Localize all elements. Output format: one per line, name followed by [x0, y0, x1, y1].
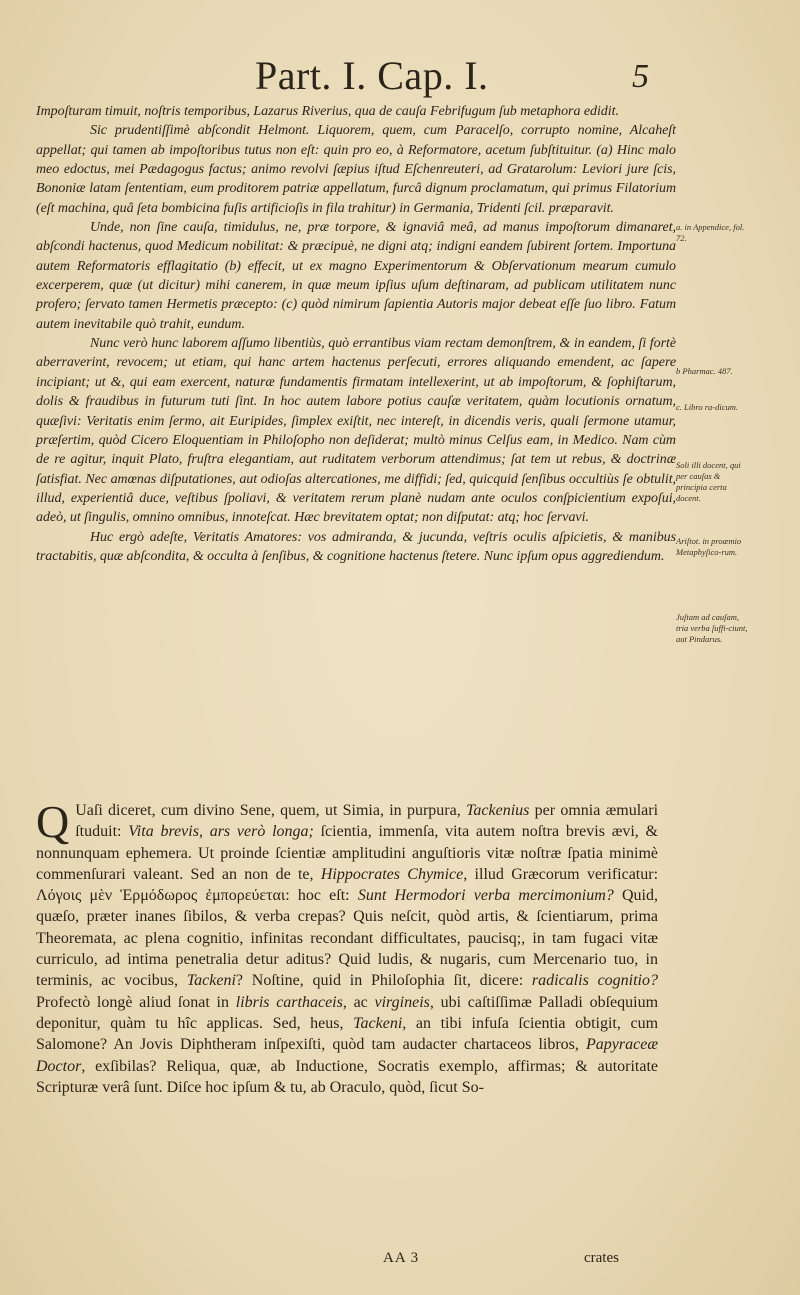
- text-run: , ac: [342, 993, 375, 1011]
- page-number: 5: [632, 58, 649, 95]
- italic-preface: [36, 102, 676, 566]
- drop-cap: Q: [36, 796, 70, 847]
- preface-paragraph: Impoſturam timuit, noſtris temporibus, Lazarus Riverius, qua de cauſa Febrifugum ſub metaphora edidit.: [36, 104, 619, 119]
- text-run: Tackenius: [465, 802, 530, 819]
- text-run: ? Noſtine, quid in Philoſophia ſit, dicere:: [235, 972, 532, 990]
- text-run: per omnia æmulari ſtuduit:: [75, 802, 659, 841]
- text-run: , ubi caſtiſſimæ Palladi obſequium deponitur, quàm tu hîc applicas. Sed, heus,: [36, 993, 659, 1032]
- catchword: crates: [584, 1250, 619, 1266]
- text-run: radicalis cognitio?: [531, 972, 659, 990]
- preface-paragraph: Sic prudentiſſimè abſcondit Helmont. Liquorem, quem, cum Paracelſo, corrupto nomine, Alcaheſt appellat; qui tamen ab impoſtoribus tutus non eſt: quin pro eo, à Reformatore, acetum ſubſtituitur. (a) Hinc malo meo edoctus, mei Pædagogus factus; animo revolvi ſæpius iſtud Eſchenreuteri, ad Gratarolum: Leviori jure ſcis, Bononiæ latam ſententiam, eum proditorem patriæ appellatum, furcâ dignum proclamatum, qui primus Filatorium (eſt machina, quâ ſeta bombicina fuſis artificioſis in fila trahitur) in Germania, Tridenti ſcil. præparavit.: [36, 123, 676, 216]
- running-head: Part. I. Cap. I.: [255, 53, 489, 98]
- page-header: [0, 52, 800, 102]
- margin-note: b Pharmac. 487.: [676, 366, 733, 376]
- main-paragraph: [36, 796, 659, 1098]
- margin-note: c. Libro ra-dicum.: [676, 402, 739, 412]
- text-run: , exſibilas? Reliqua, quæ, ab Inductione, Socratis exemplo, affirmas; & autoritate Scripturæ verâ ſunt. Diſce hoc ipſum & tu, ab Oraculo, quòd, ſicut So-: [36, 1057, 658, 1096]
- margin-note: Soli illi docent, qui per cauſas & principia certa docent.: [676, 460, 741, 503]
- preface-paragraph: Huc ergò adeſte, Veritatis Amatores: vos admiranda, & jucunda, veſtris oculis aſpicietis, & manibus tractabitis, quæ abſcondita, & occulta à ſenſibus, & cognitione hactenus ſtetere. Nunc ipſum opus aggrediendum.: [36, 529, 676, 564]
- signature-mark: AA 3: [383, 1250, 420, 1266]
- text-run: Quid, quæſo, præter inanes ſibilos, & verba crepas? Quis neſcit, quòd artis, & ſcientiarum, prima Theoremata, ac plena cognitio, infinitas recondant difficultates, paucisq;, in tam fugaci vitæ curriculo, ad intima penetralia detur aditus? Quid ludis, & nugaris, cum Mercenario tuo, in terminis, ac vocibus,: [36, 887, 658, 990]
- text-run: Tackeni: [186, 972, 236, 990]
- margin-note: a. in Appendice, fol. 72.: [676, 222, 745, 243]
- text-run: Papyraceæ Doctor: [36, 1036, 658, 1075]
- main-text-block: [36, 796, 659, 1098]
- margin-note: Juſtam ad cauſam, tria verba ſuffi-ciunt, aut Pindarus.: [676, 612, 748, 644]
- text-run: Profectò longè aliud ſonat in: [36, 993, 236, 1011]
- preface-paragraph: Nunc verò hunc laborem aſſumo libentiùs, quò errantibus viam rectam demonſtrem, & in eandem, ſi fortè aberraverint, revocem; ut etiam, qui hanc artem hactenus perſecuti, errores aliquando emendent, ac ſapere incipiant; ut &, qui eam exercent, naturæ fundamentis firmatam intellexerint, ut ab impoſtorum, & ſophiſtarum, dolis & fraudibus in futurum tuti ſint. In hoc autem labore potius cauſæ veritatem, quàm locutionis ornatum, quæſivi: Veritatis enim ſermo, ait Euripides, ſimplex exiſtit, nec intereſt, in dicendis veris, quali ſermone utamur, præſertim, quòd Cicero Eloquentiam in Philoſopho non deſiderat; multò minus Celſus eam, in Medico. Nam cùm de re agitur, inquit Plato, fruſtra elegantiam, aut ruditatem verborum attendimus; ſat tem ut rebus, & doctrinæ ſatisfiat. Nec amœnas diſputationes, aut odioſas altercationes, me diffidi; ſed, quicquid ſenſibus occultiùs ſe obtulit, illud, experientiâ duce, veſtibus ſpoliavi, & veritatem rerum planè nudam ante oculos conſpicientium expoſui, adeò, ut ſingulis, omnino omnibus, innoteſcat. Hæc brevitatem optat; non diſputat: atq; hoc ſervavi.: [36, 336, 676, 526]
- page-footer: [0, 1250, 800, 1272]
- margin-note: Ariſtot. in proæmio Metaphyſico-rum.: [676, 536, 742, 557]
- text-run: Uaſi diceret, cum divino Sene, quem, ut Simia, in purpura,: [75, 802, 466, 819]
- text-run: Vita brevis, ars verò longa;: [128, 823, 314, 841]
- text-run: ſcientia, immenſa, vita autem noſtra brevis ævi, & nonnunquam ephemera. Ut proinde ſcientiæ amplitudini anguſtioris vitæ noſtræ ſpatia minimè commenſurari valeant. Sed an non de te,: [36, 823, 658, 883]
- text-run: Tackeni: [353, 1014, 403, 1032]
- text-run: virgineis: [374, 993, 430, 1011]
- text-run: , illud Græcorum verificatur: Λόγοις μὲν Ἑρμόδωρος ἐμπορεύεται: hoc eſt:: [36, 865, 659, 905]
- text-run: Sunt Hermodori verba mercimonium?: [357, 887, 614, 905]
- text-run: libris carthaceis: [235, 993, 343, 1011]
- preface-paragraph: Unde, non ſine cauſa, timidulus, ne, præ torpore, & ignaviâ meâ, ad manus impoſtorum dimanaret, abſcondi hactenus, quod Medicum nobilitat: & præcipuè, ne digni atq; indigni eandem ſubirent ſortem. Importuna autem Reformatoris efflagitatio (b) effecit, ut ex magno Experimentorum & Obſervationum mearum cumulo excerperem, quæ (ut dicitur) mihi canerem, in quæ meum ipſius uſum deſtinaram, ad publicam utilitatem nunc profero; ſervato tamen Hermetis præcepto: (c) quòd nimirum ſapientia Autoris major debeat eſſe ſuo libro. Fatum autem inevitabile quò trahit, eundum.: [36, 220, 676, 332]
- text-run: Hippocrates Chymice: [320, 865, 464, 883]
- text-run: , an tibi infuſa ſcientia obtigit, cum Salomone? An Jovis Diphtheram inſpexiſti, quòd tam audacter chartaceos libros,: [36, 1014, 659, 1054]
